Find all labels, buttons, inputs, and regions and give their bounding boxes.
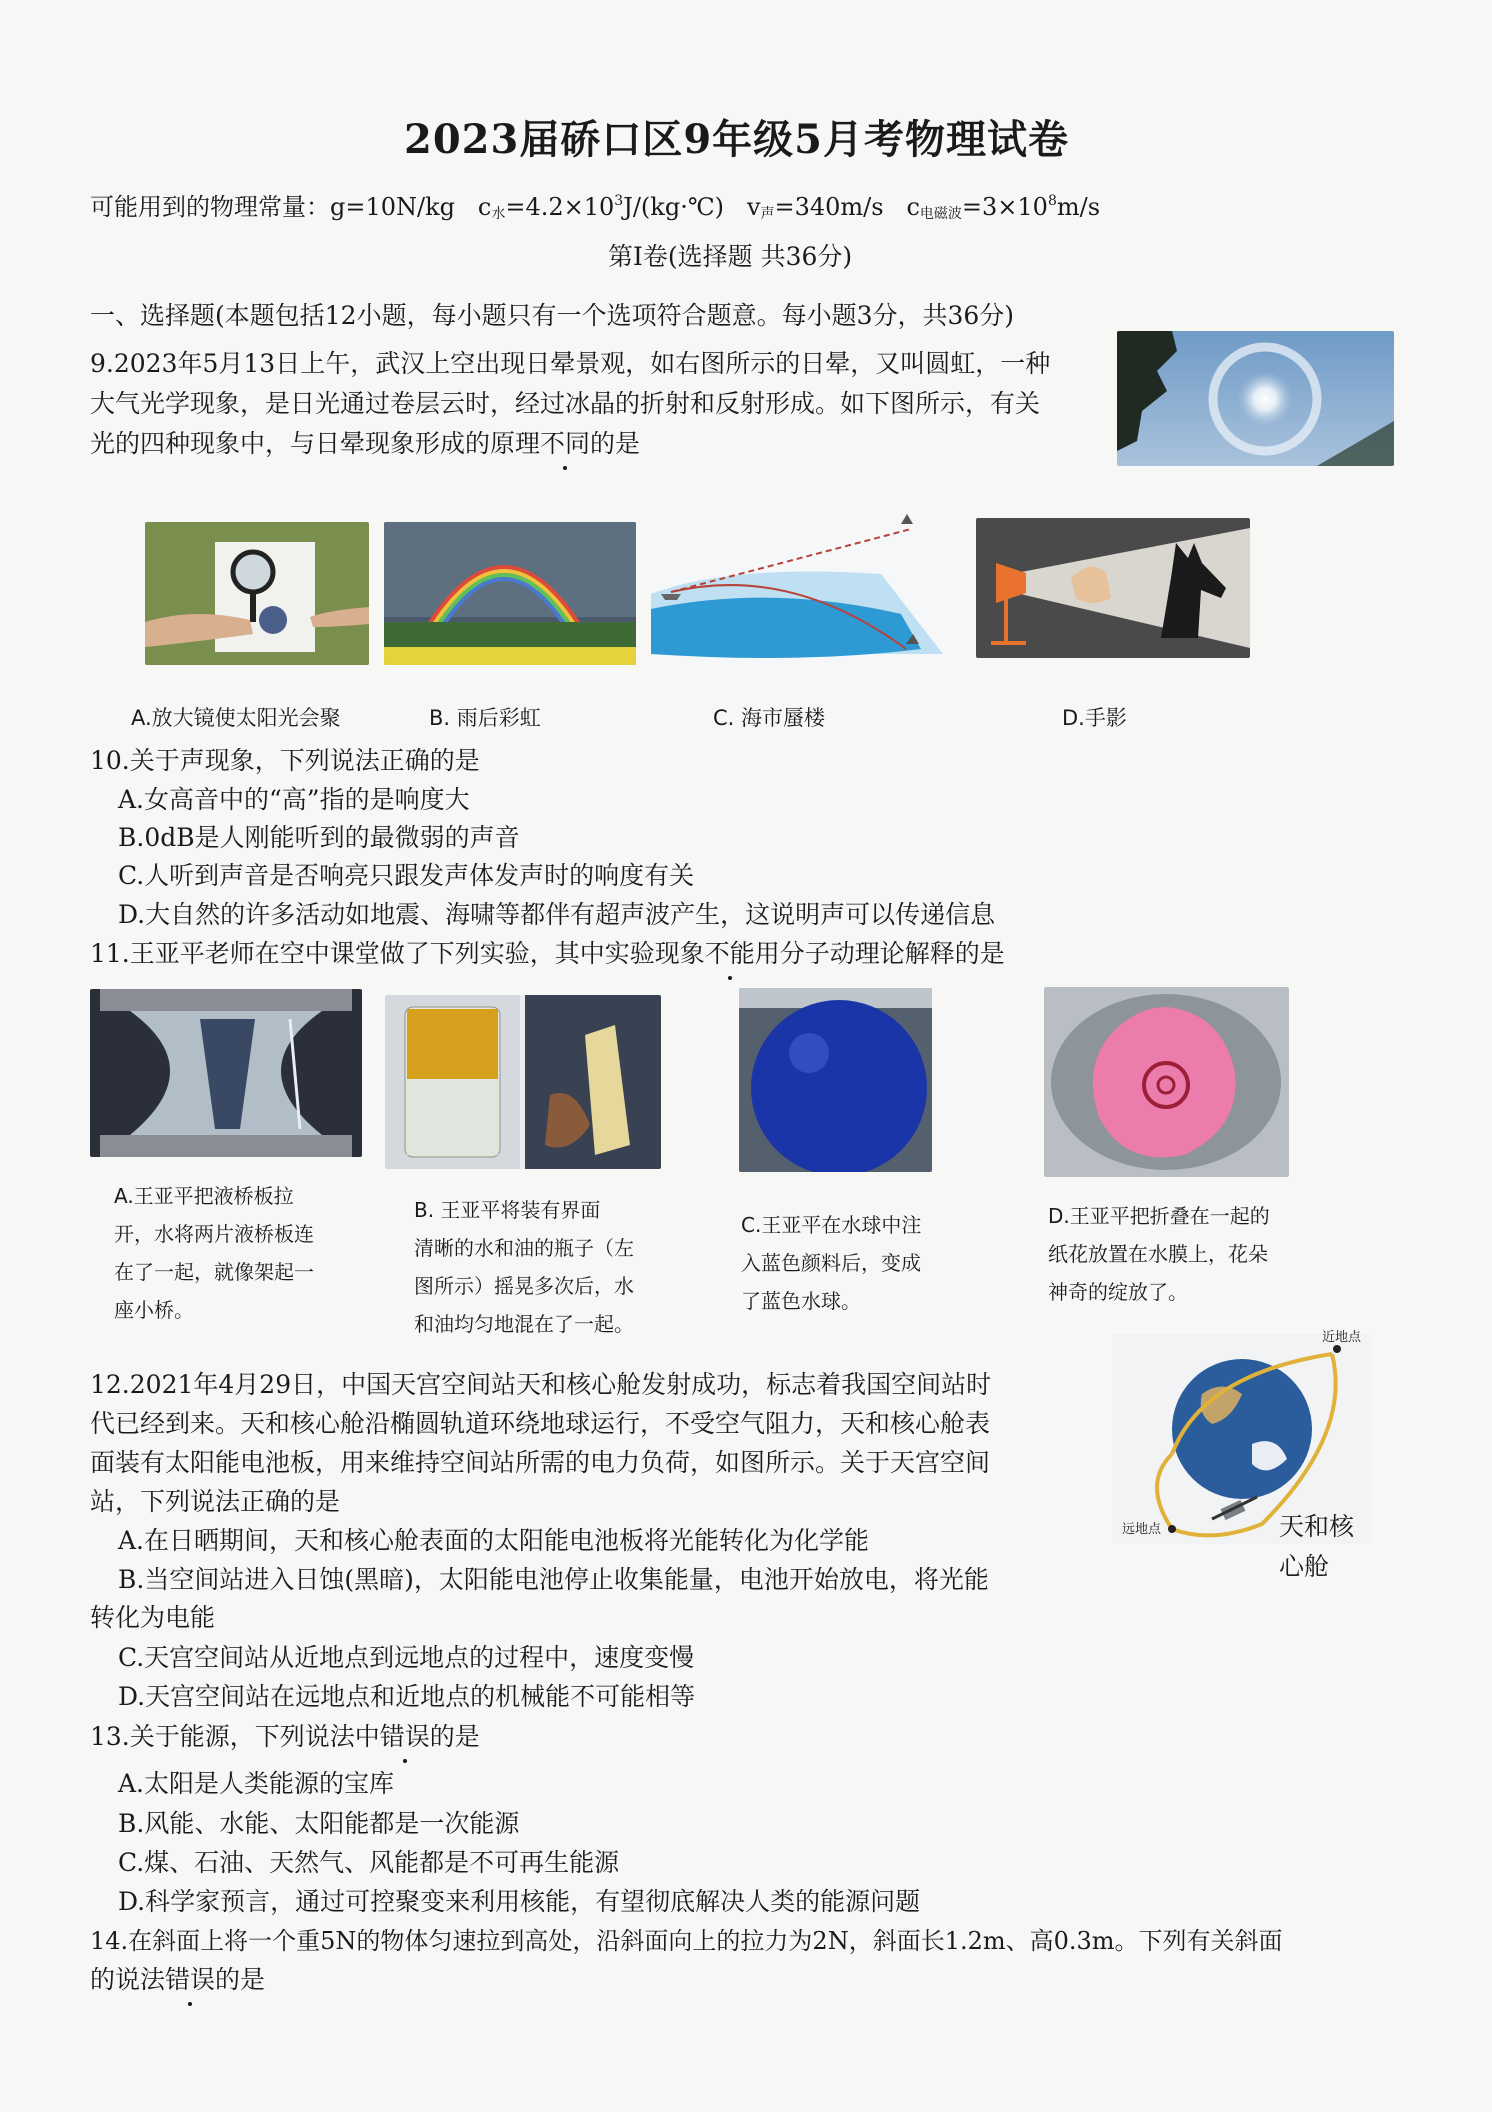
rainbow-photo bbox=[384, 522, 636, 665]
q10-stem: 10.关于声现象，下列说法正确的是 bbox=[90, 746, 480, 775]
q12-line4: 站，下列说法正确的是 bbox=[90, 1487, 341, 1516]
magnifier-photo bbox=[145, 522, 369, 665]
q11-caption-c: C.王亚平在水球中注 入蓝色颜料后，变成 了蓝色水球。 bbox=[741, 1213, 922, 1313]
q12-option-c: C.天宫空间站从近地点到远地点的过程中，速度变慢 bbox=[118, 1643, 695, 1672]
q9-option-c: C. 海市蜃楼 bbox=[713, 706, 826, 730]
q12-option-b-line1: B.当空间站进入日蚀(黑暗)，太阳能电池停止收集能量，电池开始放电，将光能 bbox=[118, 1565, 989, 1594]
orbit-apogee-label: 远地点 bbox=[1122, 1522, 1162, 1537]
orbit-perigee-label: 近地点 bbox=[1322, 1330, 1362, 1345]
q10-option-a: A.女高音中的“高”指的是响度大 bbox=[118, 785, 470, 814]
paper-flower-photo bbox=[1044, 987, 1289, 1177]
q11-stem: 11.王亚平老师在空中课堂做了下列实验，其中实验现象不能用分子动理论解释的是 bbox=[90, 934, 1005, 974]
hand-shadow-photo bbox=[976, 518, 1250, 658]
q12-option-a: A.在日晒期间，天和核心舱表面的太阳能电池板将光能转化为化学能 bbox=[118, 1526, 870, 1555]
q9-line2: 大气光学现象，是日光通过卷层云时，经过冰晶的折射和反射形成。如下图所示，有关 bbox=[90, 389, 1041, 418]
q12-line1: 12.2021年4月29日，中国天宫空间站天和核心舱发射成功，标志着我国空间站时 bbox=[90, 1370, 992, 1399]
q13-option-c: C.煤、石油、天然气、风能都是不可再生能源 bbox=[118, 1848, 620, 1877]
q9-option-d: D.手影 bbox=[1062, 706, 1127, 730]
q9-line3: 光的四种现象中，与日晕现象形成的原理不同的是 bbox=[90, 424, 640, 464]
q12-option-b-line2: 转化为电能 bbox=[90, 1603, 216, 1632]
q13-option-d: D.科学家预言，通过可控聚变来利用核能，有望彻底解决人类的能源问题 bbox=[118, 1887, 921, 1916]
q12-line3: 面装有太阳能电池板，用来维持空间站所需的电力负荷，如图所示。关于天宫空间 bbox=[90, 1448, 991, 1477]
blue-water-ball-photo bbox=[739, 988, 932, 1172]
q10-option-b: B.0dB是人刚能听到的最微弱的声音 bbox=[118, 823, 520, 852]
mirage-diagram bbox=[651, 514, 943, 665]
q11-caption-d: D.王亚平把折叠在一起的 纸花放置在水膜上，花朵 神奇的绽放了。 bbox=[1048, 1204, 1270, 1304]
part1-heading: 一、选择题(本题包括12小题，每小题只有一个选项符合题意。每小题3分，共36分) bbox=[90, 301, 1015, 330]
q10-option-c: C.人听到声音是否响亮只跟发声体发声时的响度有关 bbox=[118, 861, 695, 890]
section-heading: 第Ⅰ卷(选择题 共36分) bbox=[608, 242, 853, 271]
core-module-label: 天和核 心舱 bbox=[1279, 1512, 1355, 1581]
q12-line2: 代已经到来。天和核心舱沿椭圆轨道环绕地球运行，不受空气阻力，天和核心舱表 bbox=[90, 1409, 991, 1438]
q9-line1: 9.2023年5月13日上午，武汉上空出现日晕景观，如右图所示的日晕，又叫圆虹，一种 bbox=[90, 349, 1051, 378]
q9-option-b: B. 雨后彩虹 bbox=[429, 706, 541, 730]
q11-caption-b: B. 王亚平将装有界面 清晰的水和油的瓶子（左 图所示）摇晃多次后，水 和油均匀地混在了一起。 bbox=[414, 1198, 634, 1336]
q11-caption-a: A.王亚平把液桥板拉 开，水将两片液桥板连 在了一起，就像架起一 座小桥。 bbox=[114, 1184, 314, 1322]
liquid-bridge-photo bbox=[90, 989, 362, 1157]
q14-line1: 14.在斜面上将一个重5N的物体匀速拉到高处，沿斜面向上的拉力为2N，斜面长1.2m、高0.3m。下列有关斜面 bbox=[90, 1927, 1283, 1955]
q14-line2: 的说法错误的是 bbox=[90, 1960, 265, 2000]
q13-option-b: B.风能、水能、太阳能都是一次能源 bbox=[118, 1809, 520, 1838]
water-oil-bottle-photo bbox=[385, 995, 661, 1169]
q9-option-a: A.放大镜使太阳光会聚 bbox=[131, 706, 341, 730]
q12-option-d: D.天宫空间站在远地点和近地点的机械能不可能相等 bbox=[118, 1682, 696, 1711]
q10-option-d: D.大自然的许多活动如地震、海啸等都伴有超声波产生，这说明声可以传递信息 bbox=[118, 900, 996, 929]
exam-title: 2023届硚口区9年级5月考物理试卷 bbox=[404, 116, 1069, 163]
q13-option-a: A.太阳是人类能源的宝库 bbox=[118, 1769, 395, 1798]
q13-stem: 13.关于能源，下列说法中错误的是 bbox=[90, 1717, 480, 1757]
physical-constants: 可能用到的物理常量：g=10N/kg $c_水=4.2\times 10^3J/(kg\cdot℃)$ $v_声=340m/s$ $c_{电磁波}=3\times 10^8m/s$ bbox=[90, 193, 1101, 222]
sun-halo-photo bbox=[1117, 331, 1394, 466]
